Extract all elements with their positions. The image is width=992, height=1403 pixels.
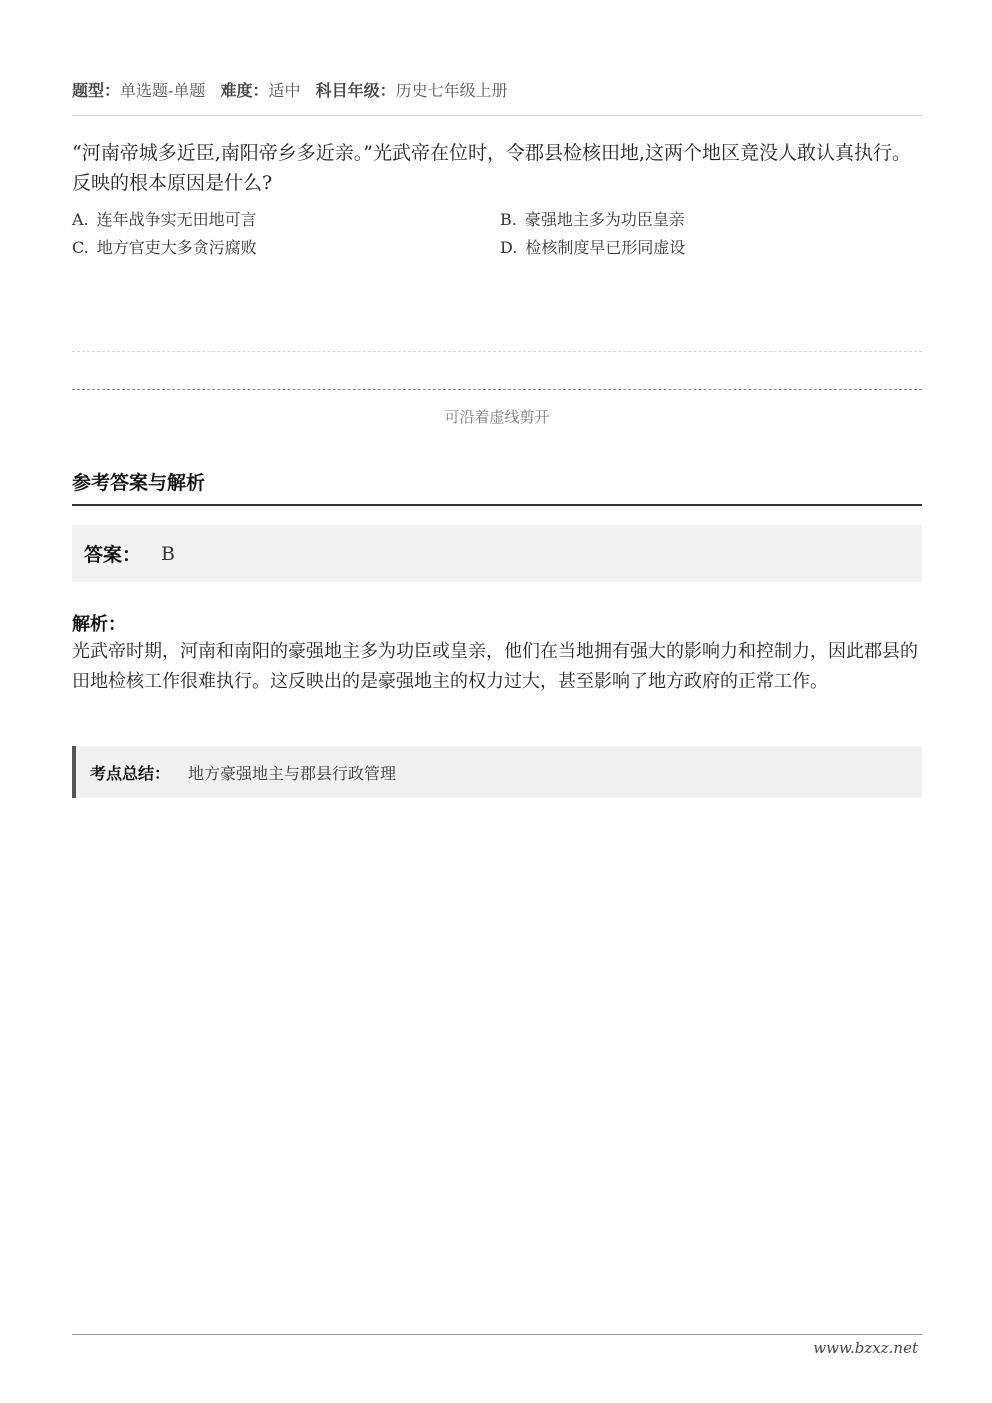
answer-value: B xyxy=(161,542,175,565)
section-rule xyxy=(72,504,922,506)
option-text: 检核制度早已形同虚设 xyxy=(525,238,686,257)
cut-line xyxy=(72,389,922,390)
option-b[interactable] xyxy=(500,208,922,232)
subject-label: 科目年级： xyxy=(315,81,396,100)
answer-box xyxy=(72,525,922,582)
analysis-label: 解析： xyxy=(72,614,126,635)
summary-value: 地方豪强地主与郡县行政管理 xyxy=(188,763,397,783)
footer-site: www.bzxz.net xyxy=(813,1339,918,1357)
option-letter: B. xyxy=(500,210,517,229)
subject-value: 历史七年级上册 xyxy=(395,81,508,100)
option-text: 连年战争实无田地可言 xyxy=(96,210,257,229)
footer-rule xyxy=(72,1334,922,1335)
summary-label: 考点总结： xyxy=(90,763,171,783)
type-label: 题型： xyxy=(72,81,121,100)
option-text: 豪强地主多为功臣皇亲 xyxy=(524,210,685,229)
option-d[interactable] xyxy=(500,236,922,260)
option-a[interactable] xyxy=(72,208,500,232)
difficulty-label: 难度： xyxy=(220,81,269,100)
option-letter: C. xyxy=(72,238,89,257)
answer-label: 答案： xyxy=(84,544,142,566)
analysis-text: 光武帝时期，河南和南阳的豪强地主多为功臣或皇亲，他们在当地拥有强大的影响力和控制力，因此郡县的田地检核工作很难执行。这反映出的是豪强地主的权力过大，甚至影响了地方政府的正常工作。 xyxy=(72,641,918,692)
question-stem: “河南帝城多近臣,南阳帝乡多近亲。”光武帝在位时，令郡县检核田地,这两个地区竟没人敢认真执行。反映的根本原因是什么? xyxy=(72,142,912,194)
difficulty-value: 适中 xyxy=(268,81,301,100)
option-text: 地方官吏大多贪污腐败 xyxy=(96,238,257,257)
option-letter: A. xyxy=(72,210,89,229)
question-meta xyxy=(72,78,922,101)
meta-divider xyxy=(72,115,922,116)
type-value: 单选题-单题 xyxy=(120,81,206,100)
option-c[interactable] xyxy=(72,236,500,260)
section-title: 参考答案与解析 xyxy=(72,472,206,494)
answer-area-divider xyxy=(72,351,922,352)
cut-hint: 可沿着虚线剪开 xyxy=(444,408,550,426)
option-list xyxy=(72,208,922,260)
summary-box xyxy=(72,746,922,798)
option-letter: D. xyxy=(500,238,518,257)
